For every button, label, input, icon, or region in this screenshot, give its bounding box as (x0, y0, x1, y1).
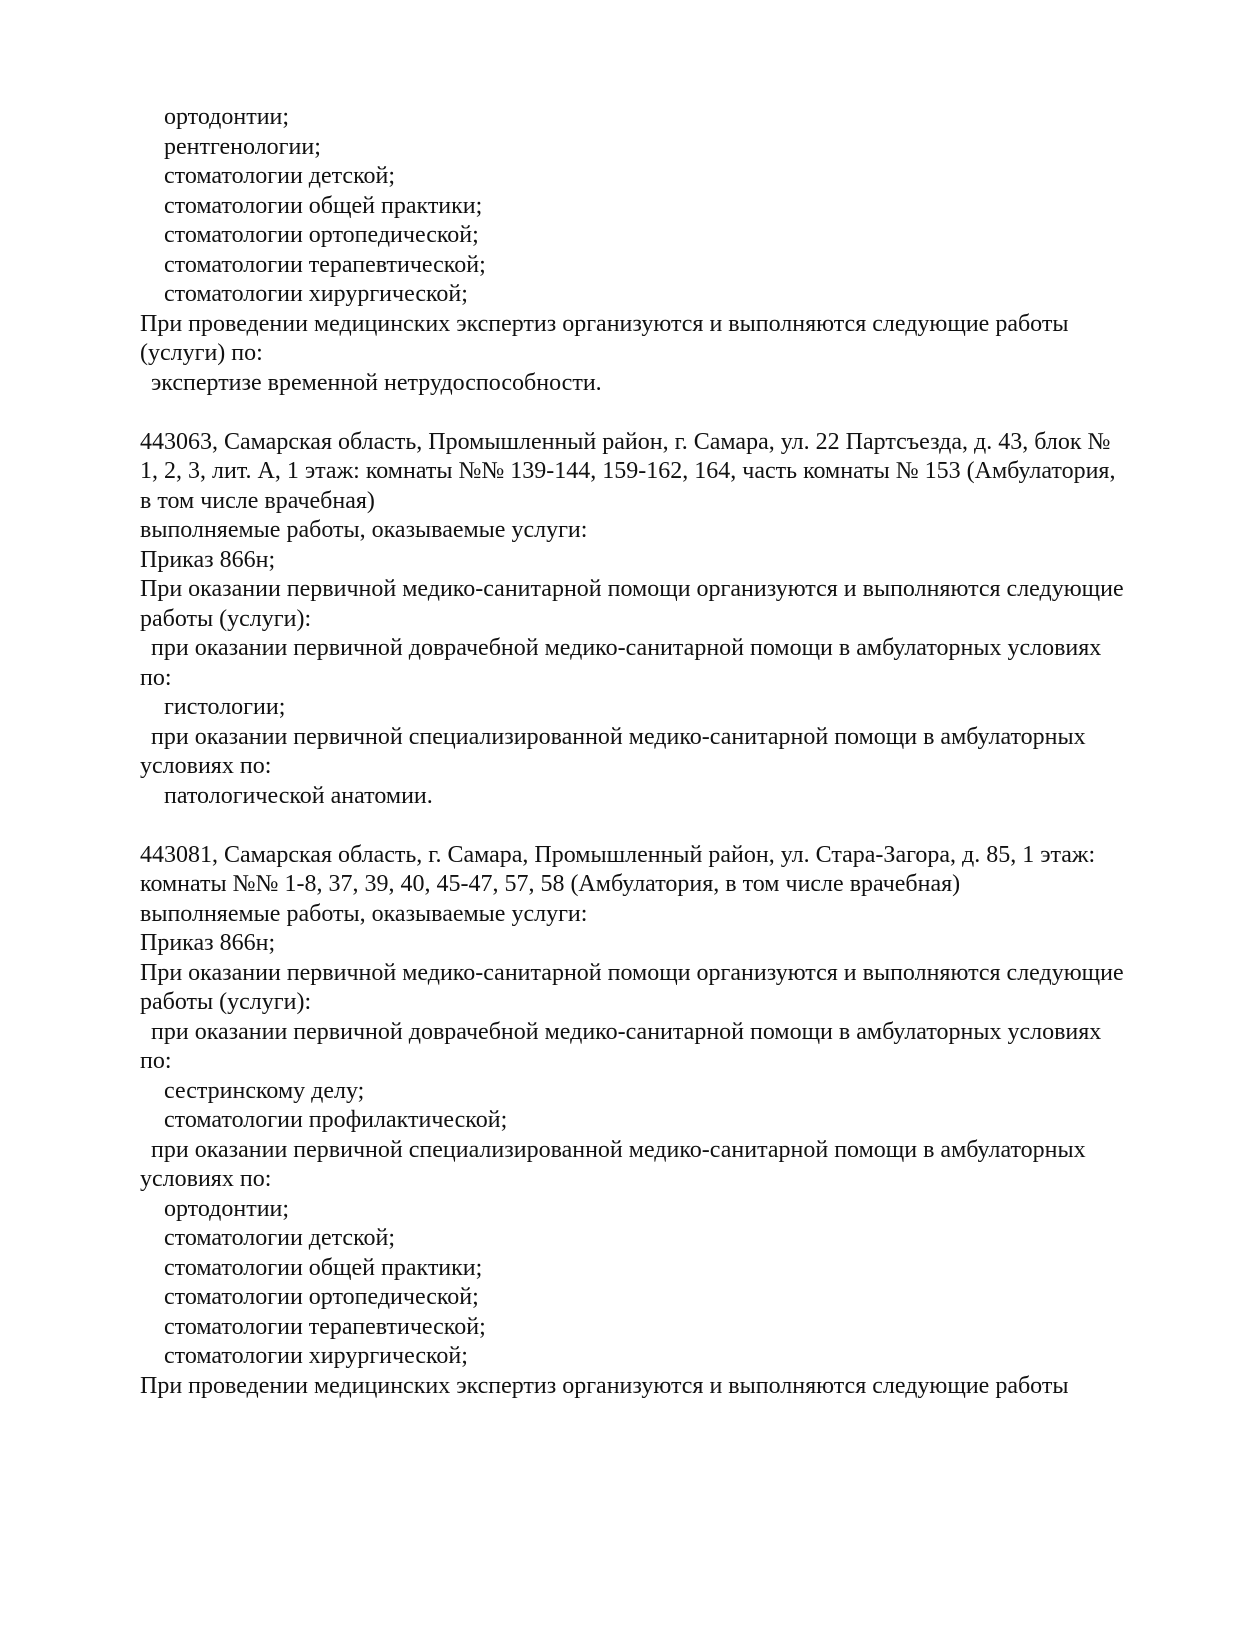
text-line: стоматологии хирургической; (164, 1343, 468, 1369)
text-line: ортодонтии; (164, 104, 290, 130)
text-line: при оказании первичной доврачебной медико-санитарной помощи в амбулаторных условиях (151, 1018, 1102, 1045)
text-line: выполняемые работы, оказываемые услуги: (140, 517, 588, 543)
text-line: стоматологии терапевтической; (164, 1313, 486, 1340)
text-line: выполняемые работы, оказываемые услуги: (140, 900, 588, 927)
text-line: стоматологии терапевтической; (164, 251, 486, 278)
text-line: патологической анатомии. (164, 782, 433, 809)
text-line: при оказании первичной специализированной медико-санитарной помощи в амбулаторных (151, 723, 1086, 750)
text-line: стоматологии общей практики; (164, 1254, 483, 1281)
text-line: по: (140, 1048, 172, 1074)
text-line: сестринскому делу; (164, 1077, 365, 1104)
text-line: При оказании первичной медико-санитарной помощи организуются и выполняются следующие (140, 576, 1124, 602)
text-line: При проведении медицинских экспертиз организуются и выполняются следующие работы (140, 1372, 1069, 1399)
section-location-443081 (140, 841, 1170, 1402)
text-line: рентгенологии; (164, 133, 321, 160)
text-line: работы (услуги): (140, 989, 312, 1015)
text-line: стоматологии детской; (164, 1225, 396, 1251)
text-line: стоматологии ортопедической; (164, 1284, 479, 1310)
text-line: Приказ 866н; (140, 930, 276, 956)
text-line: условиях по: (140, 753, 272, 779)
text-line: (услуги) по: (140, 340, 263, 366)
text-line: 1, 2, 3, лит. А, 1 этаж: комнаты №№ 139-144, 159-162, 164, часть комнаты № 153 (Амбулатория, (140, 458, 1116, 484)
text-line: 443063, Самарская область, Промышленный район, г. Самара, ул. 22 Партсъезда, д. 43, блок № (140, 428, 1111, 455)
text-line: При оказании первичной медико-санитарной помощи организуются и выполняются следующие (140, 959, 1124, 986)
text-line: стоматологии хирургической; (164, 281, 468, 307)
section-services-list-continued (140, 103, 1170, 398)
section-location-443063 (140, 428, 1170, 812)
text-line: 443081, Самарская область, г. Самара, Промышленный район, ул. Стара-Загора, д. 85, 1 этаж: (140, 841, 1096, 868)
text-line: при оказании первичной специализированной медико-санитарной помощи в амбулаторных (151, 1136, 1086, 1163)
text-line: При проведении медицинских экспертиз организуются и выполняются следующие работы (140, 310, 1069, 337)
text-line: гистологии; (164, 694, 286, 720)
text-line: Приказ 866н; (140, 546, 276, 573)
text-line: стоматологии профилактической; (164, 1107, 508, 1133)
text-line: стоматологии ортопедической; (164, 222, 479, 248)
text-line: комнаты №№ 1-8, 37, 39, 40, 45-47, 57, 58 (Амбулатория, в том числе врачебная) (140, 871, 961, 897)
text-line: условиях по: (140, 1166, 272, 1192)
text-line: ортодонтии; (164, 1195, 290, 1222)
text-line: в том числе врачебная) (140, 487, 375, 514)
text-line: стоматологии детской; (164, 163, 396, 189)
text-line: экспертизе временной нетрудоспособности. (151, 369, 602, 396)
text-line: при оказании первичной доврачебной медико-санитарной помощи в амбулаторных условиях (151, 635, 1102, 661)
text-line: стоматологии общей практики; (164, 192, 483, 219)
text-line: по: (140, 664, 172, 691)
text-line: работы (услуги): (140, 605, 312, 632)
